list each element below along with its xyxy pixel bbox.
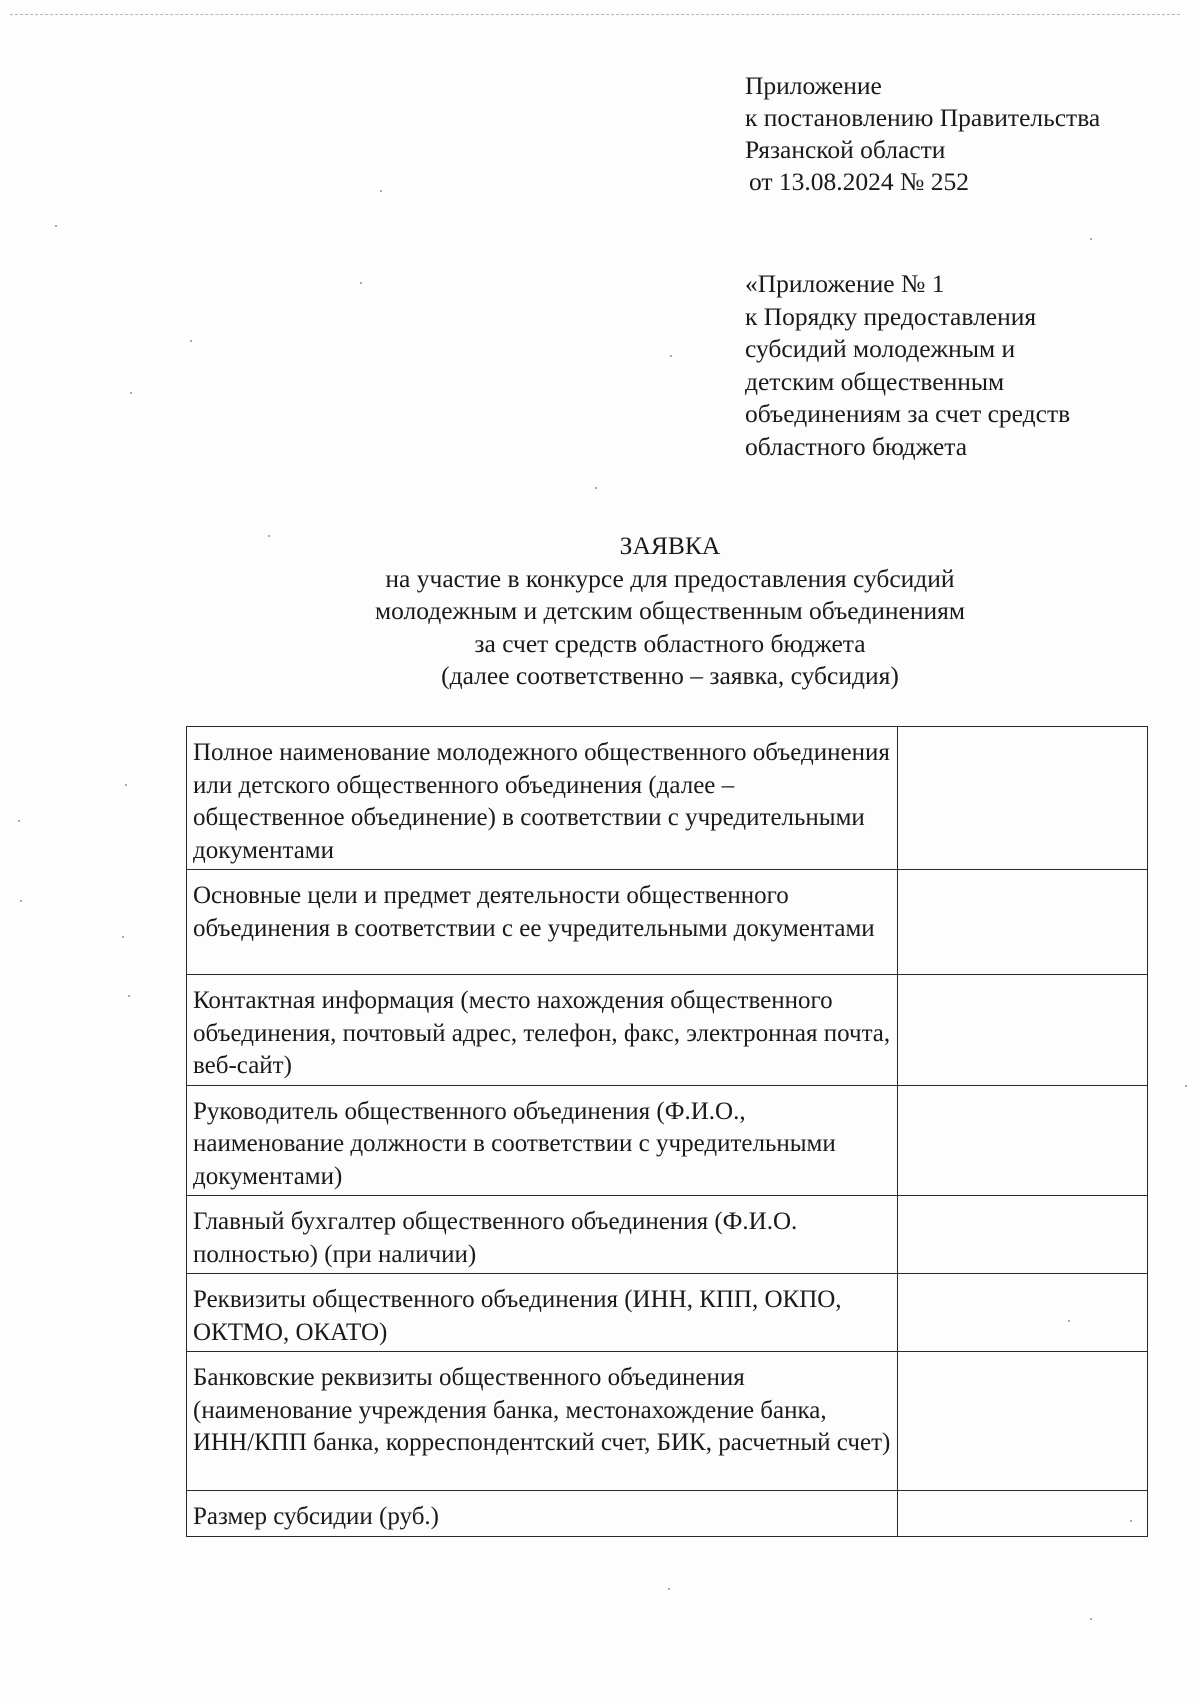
field-value-cell[interactable] <box>897 727 1147 870</box>
annex-line: субсидий молодежным и <box>745 334 1016 363</box>
scan-speck <box>668 1588 670 1590</box>
field-value-cell[interactable] <box>897 975 1147 1086</box>
approval-line: Рязанской области <box>745 135 946 164</box>
scan-speck <box>1090 238 1092 240</box>
field-label: Банковские реквизиты общественного объединения (наименование учреждения банка, местонахождение банка, ИНН/КПП банка, корреспондентский счет, БИК, расчетный счет) <box>187 1352 898 1491</box>
scan-speck <box>190 340 192 342</box>
scan-speck <box>1185 1085 1187 1087</box>
field-label: Размер субсидии (руб.) <box>187 1491 898 1537</box>
field-value-cell[interactable] <box>897 1352 1147 1491</box>
title-line: (далее соответственно – заявка, субсидия) <box>441 661 899 690</box>
approval-line: к постановлению Правительства <box>745 103 1101 132</box>
scan-speck <box>670 355 672 357</box>
table-row <box>187 1274 1148 1352</box>
table-row <box>187 727 1148 870</box>
title-line: на участие в конкурсе для предоставления субсидий <box>385 563 955 593</box>
scan-speck <box>128 995 130 997</box>
field-value-cell[interactable] <box>897 1491 1147 1537</box>
table-row <box>187 1491 1148 1537</box>
title-line: молодежным и детским общественным объединениям <box>374 596 966 625</box>
approval-header <box>745 70 1165 198</box>
scan-speck <box>360 282 362 284</box>
field-label: Руководитель общественного объединения (Ф.И.О., наименование должности в соответствии с учредительными документами) <box>187 1085 898 1196</box>
scan-edge-line <box>10 14 1180 18</box>
table-row <box>187 870 1148 975</box>
scan-speck <box>18 820 20 822</box>
field-value-cell[interactable] <box>897 1274 1147 1352</box>
annex-line: «Приложение № 1 <box>745 269 945 298</box>
annex-line: к Порядку предоставления <box>745 301 1037 331</box>
field-value-cell[interactable] <box>897 1196 1147 1274</box>
field-label: Контактная информация (место нахождения общественного объединения, почтовый адрес, телефон, факс, электронная почта, веб-сайт) <box>187 975 898 1086</box>
field-label: Реквизиты общественного объединения (ИНН, КПП, ОКПО, ОКТМО, ОКАТО) <box>187 1274 898 1352</box>
field-label: Основные цели и предмет деятельности общественного объединения в соответствии с ее учредительными документами <box>187 870 898 975</box>
field-value-cell[interactable] <box>897 870 1147 975</box>
table-row <box>187 1352 1148 1491</box>
field-label: Главный бухгалтер общественного объединения (Ф.И.О. полностью) (при наличии) <box>187 1196 898 1274</box>
scan-speck <box>122 936 124 938</box>
annex-line: детским общественным <box>745 366 1005 396</box>
table-row <box>187 975 1148 1086</box>
approval-line: Приложение <box>745 71 882 100</box>
field-label: Полное наименование молодежного общественного объединения или детского общественного объединения (далее – общественное объединение) в соответствии с учредительными документами <box>187 727 898 870</box>
scan-speck <box>595 487 597 489</box>
scan-speck <box>20 900 22 902</box>
annex-line: объединениям за счет средств <box>745 399 1071 428</box>
scan-speck <box>1090 1618 1092 1620</box>
field-value-cell[interactable] <box>897 1085 1147 1196</box>
approval-date-line: от 13.08.2024 № 252 <box>749 167 970 196</box>
annex-header <box>745 268 1165 463</box>
document-title <box>180 530 1160 693</box>
scan-speck <box>55 225 57 227</box>
table-row <box>187 1085 1148 1196</box>
scan-speck <box>125 784 127 786</box>
application-form-table <box>186 726 1148 1537</box>
title-heading: ЗАЯВКА <box>619 531 721 560</box>
scan-speck <box>380 190 382 192</box>
annex-line: областного бюджета <box>745 431 968 461</box>
table-row <box>187 1196 1148 1274</box>
scan-speck <box>130 392 132 394</box>
title-line: за счет средств областного бюджета <box>474 628 866 658</box>
